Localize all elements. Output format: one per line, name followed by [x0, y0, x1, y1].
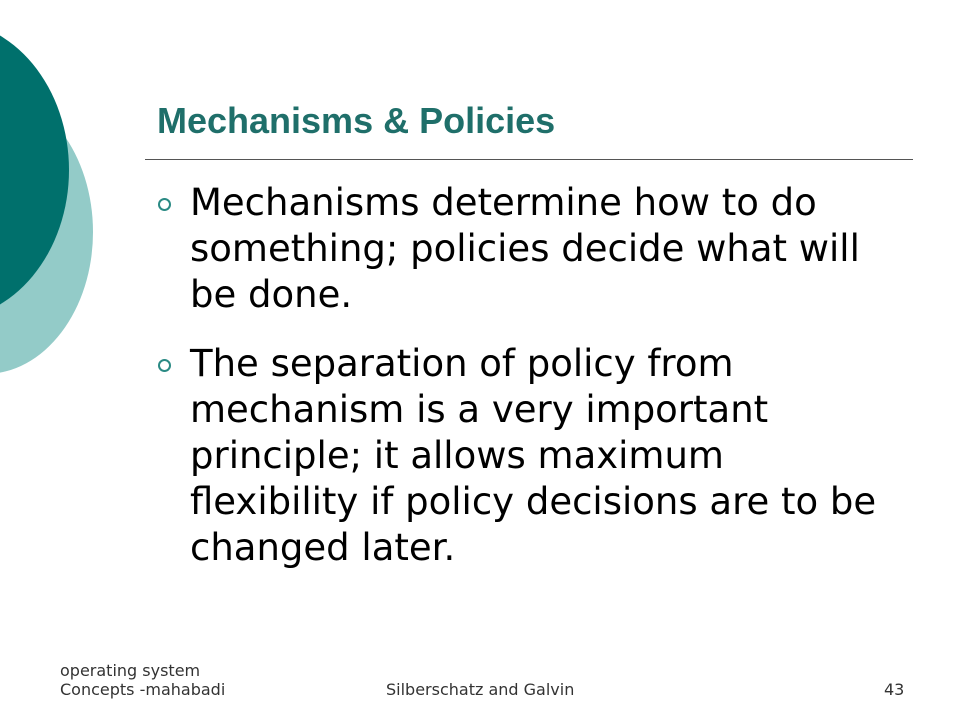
hollow-circle-bullet-icon	[158, 198, 171, 211]
hollow-circle-bullet-icon	[158, 359, 171, 372]
title-divider	[145, 159, 913, 160]
footer-course-line2: Concepts -mahabadi	[60, 680, 226, 699]
footer-course-line1: operating system	[60, 661, 201, 680]
bullet-item	[157, 341, 902, 571]
footer-authors: Silberschatz and Galvin	[386, 680, 575, 699]
bullet-list	[157, 180, 902, 594]
slide-number: 43	[884, 680, 905, 699]
slide-title: Mechanisms & Policies	[157, 100, 556, 141]
footer-course	[60, 661, 310, 699]
decorative-circles	[0, 0, 110, 400]
bullet-text: Mechanisms determine how to do something; policies decide what will be done.	[190, 181, 860, 316]
bullet-text: The separation of policy from mechanism is a very important principle; it allows maximum flexibility if policy decisions are to be changed later.	[190, 342, 877, 569]
bullet-item	[157, 180, 902, 318]
